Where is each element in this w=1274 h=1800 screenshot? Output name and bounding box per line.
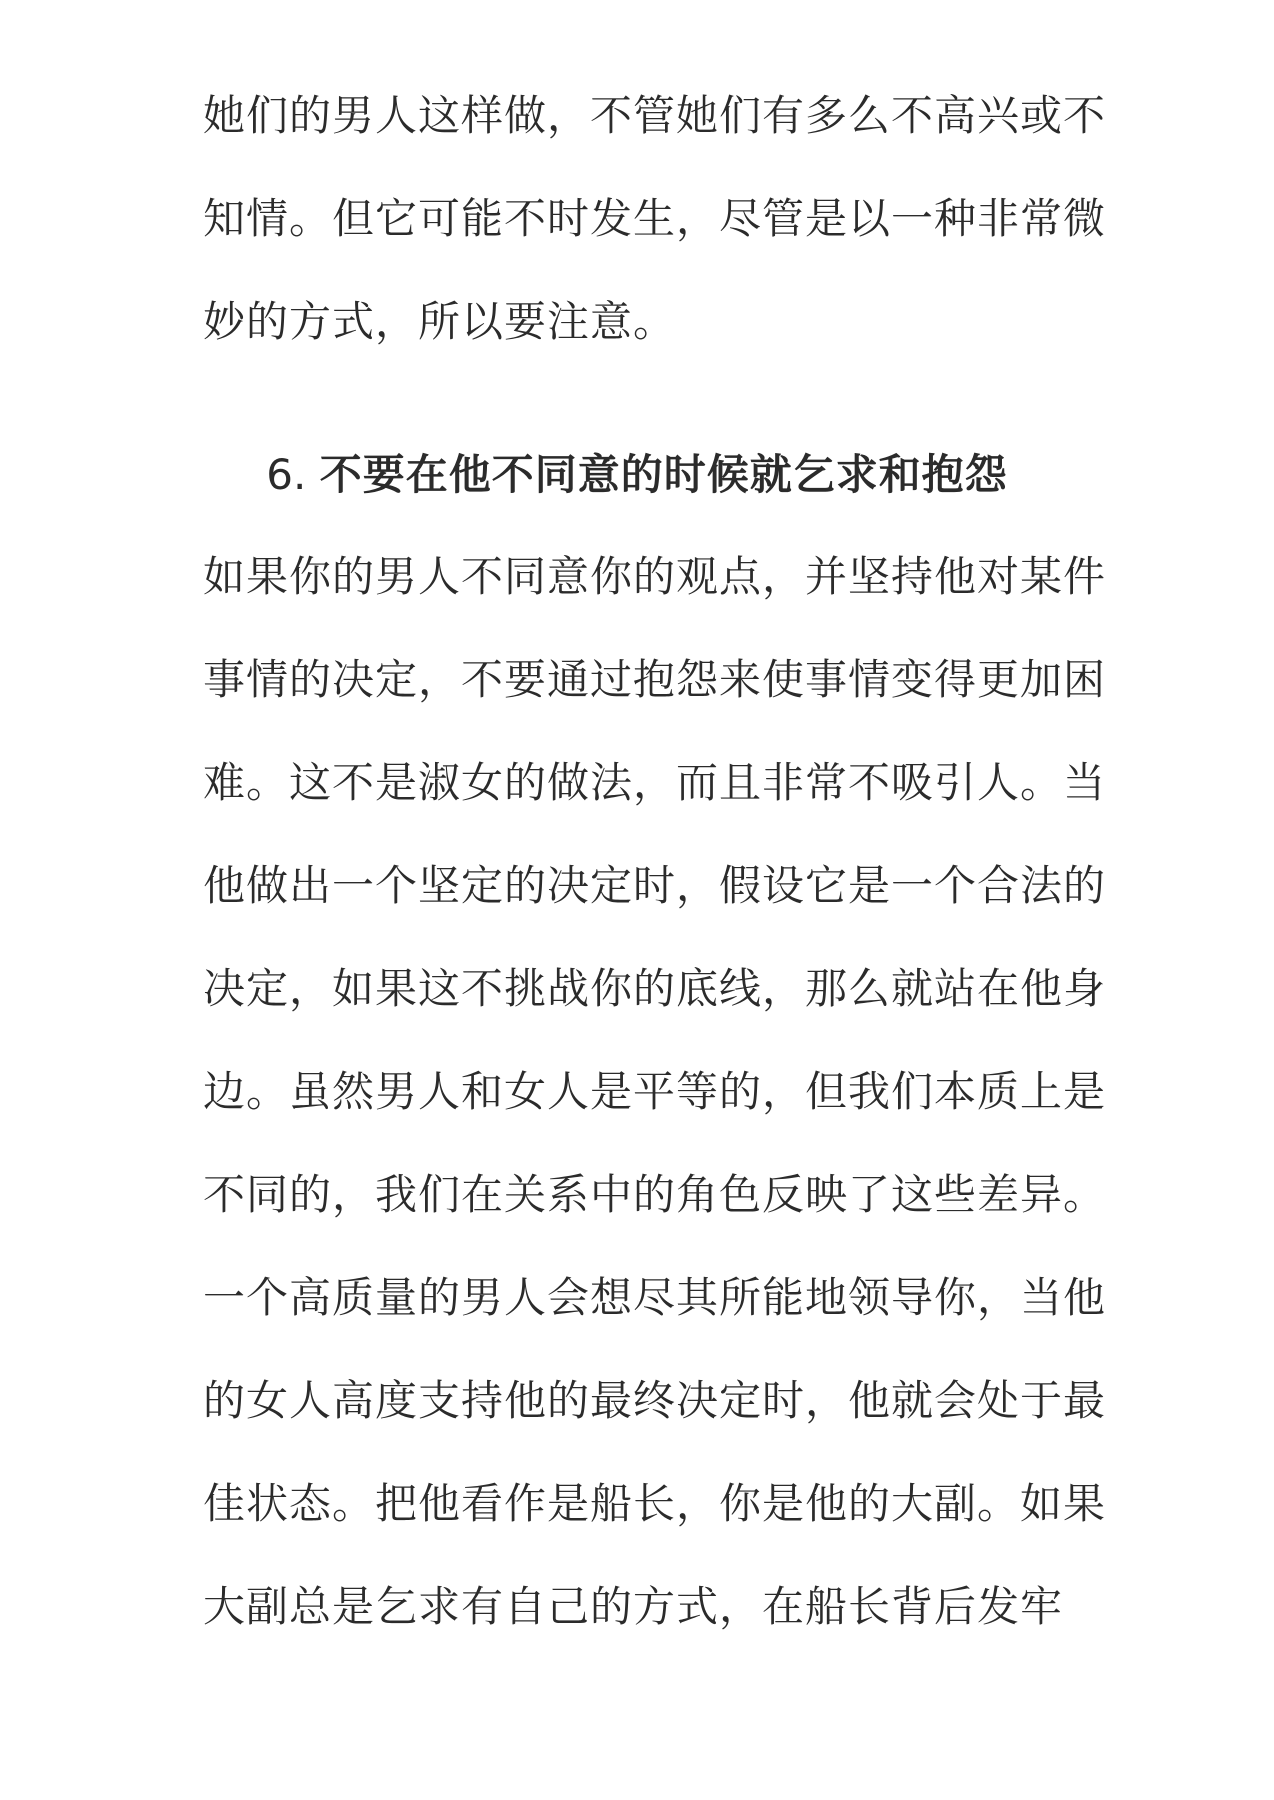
section-heading (0, 445, 1274, 505)
paragraph-2-line-7: 不同的，我们在关系中的角色反映了这些差异。 (203, 1170, 1107, 1219)
paragraph-2-line-11: 大副总是乞求有自己的方式，在船长背后发牢 (203, 1582, 1064, 1631)
paragraph-1-line-1: 她们的男人这样做，不管她们有多么不高兴或不 (203, 91, 1107, 140)
paragraph-2-line-2: 事情的决定，不要通过抱怨来使事情变得更加困 (203, 655, 1107, 704)
paragraph-2-line-3: 难。这不是淑女的做法，而且非常不吸引人。当 (203, 758, 1107, 807)
paragraph-2-line-5: 决定，如果这不挑战你的底线，那么就站在他身 (203, 964, 1107, 1013)
paragraph-2-line-8: 一个高质量的男人会想尽其所能地领导你，当他 (203, 1273, 1107, 1322)
paragraph-1-line-2: 知情。但它可能不时发生，尽管是以一种非常微 (203, 194, 1107, 243)
paragraph-2-line-9: 的女人高度支持他的最终决定时，他就会处于最 (203, 1376, 1107, 1425)
paragraph-2-line-1: 如果你的男人不同意你的观点，并坚持他对某件 (203, 552, 1107, 601)
section-title: 不要在他不同意的时候就乞求和抱怨 (319, 450, 1008, 499)
section-number: 6. (266, 450, 307, 499)
paragraph-2-line-4: 他做出一个坚定的决定时，假设它是一个合法的 (203, 861, 1107, 910)
paragraph-2-line-6: 边。虽然男人和女人是平等的，但我们本质上是 (203, 1067, 1107, 1116)
paragraph-1-line-3: 妙的方式，所以要注意。 (203, 297, 677, 346)
paragraph-2-line-10: 佳状态。把他看作是船长，你是他的大副。如果 (203, 1479, 1107, 1528)
